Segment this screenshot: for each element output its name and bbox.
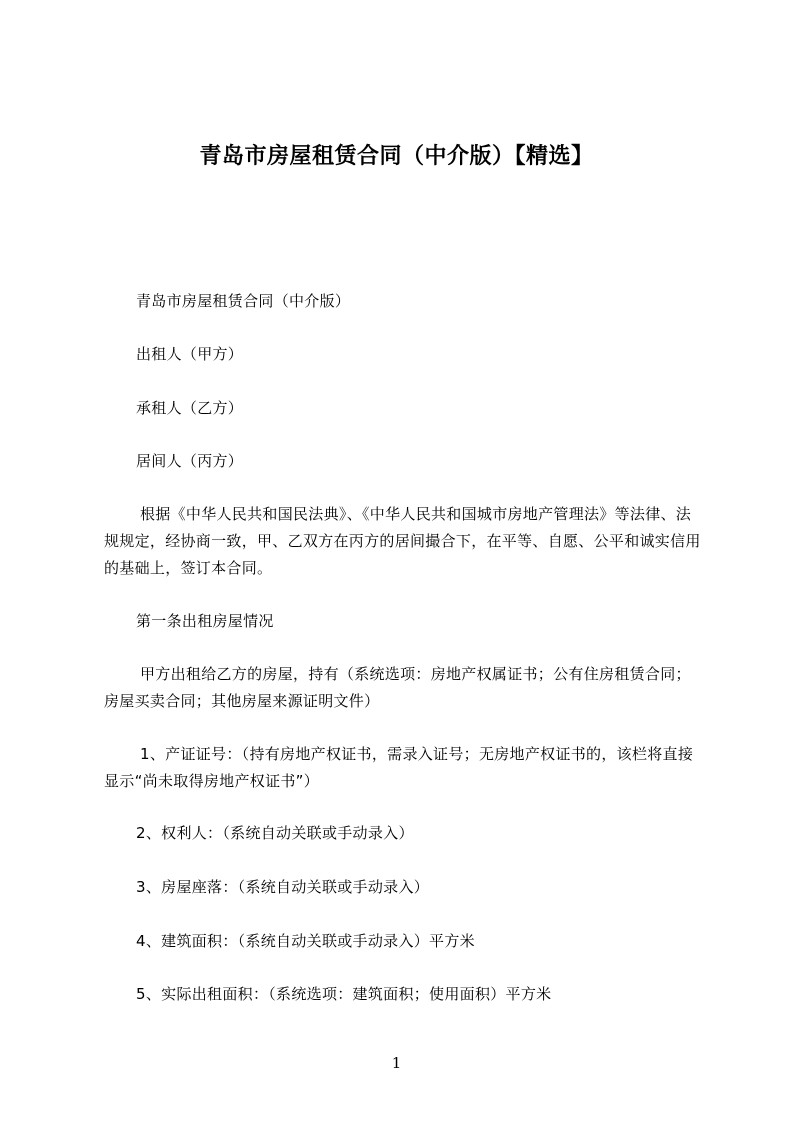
property-ownership-paragraph: 甲方出租给乙方的房屋，持有（系统选项：房地产权属证书；公有住房租赁合同；房屋买卖合同；其他房屋来源证明文件） <box>104 665 691 710</box>
party-intermediary: 居间人（丙方） <box>136 452 244 470</box>
contract-heading: 青岛市房屋租赁合同（中介版） <box>136 292 351 310</box>
page-number: 1 <box>391 1054 402 1072</box>
building-area-item: 4、建筑面积：（系统自动关联或手动录入）平方米 <box>136 932 475 950</box>
owner-item: 2、权利人：（系统自动关联或手动录入） <box>136 824 414 842</box>
party-lessor: 出租人（甲方） <box>136 345 244 363</box>
rental-area-item: 5、实际出租面积：（系统选项：建筑面积；使用面积）平方米 <box>136 985 552 1003</box>
location-item: 3、房屋座落：（系统自动关联或手动录入） <box>136 878 430 896</box>
certificate-number-item: 1、产证证号：（持有房地产权证书，需录入证号；无房地产权证书的，该栏将直接显示“尚未取得房地产权证书”） <box>104 745 694 790</box>
preamble-paragraph: 根据《中华人民共和国民法典》、《中华人民共和国城市房地产管理法》等法律、法规规定，经协商一致，甲、乙双方在丙方的居间撮合下，在平等、自愿、公平和诚实信用的基础上，签订本合同。 <box>104 505 701 577</box>
article-one-heading: 第一条出租房屋情况 <box>136 612 274 630</box>
document-title: 青岛市房屋租赁合同（中介版）【精选】 <box>199 144 594 169</box>
party-lessee: 承租人（乙方） <box>136 399 244 417</box>
